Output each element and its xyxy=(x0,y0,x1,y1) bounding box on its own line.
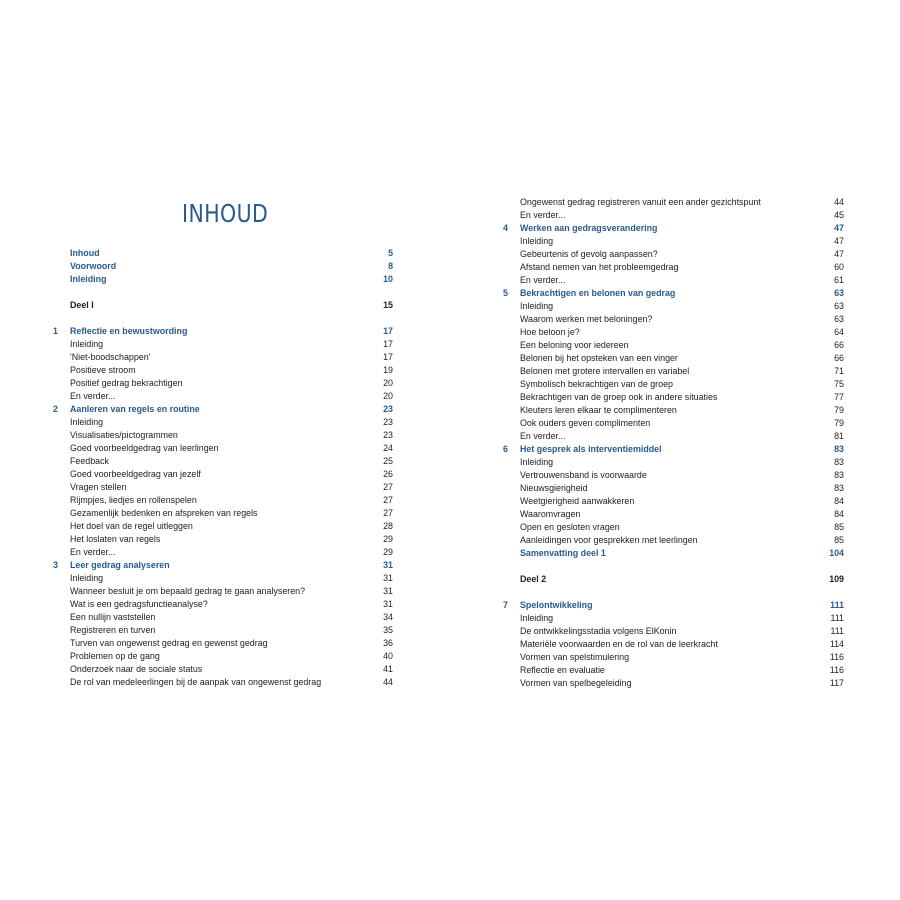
page-number: 66 xyxy=(834,340,844,350)
toc-entry[interactable] xyxy=(53,455,393,468)
page-number: 31 xyxy=(383,599,393,609)
toc-entry[interactable] xyxy=(503,534,844,547)
toc-entry[interactable] xyxy=(53,429,393,442)
toc-chapter-entry[interactable] xyxy=(53,325,393,338)
page-number: 5 xyxy=(388,248,393,258)
toc-entry[interactable] xyxy=(53,585,393,598)
chapter-number: 2 xyxy=(53,404,58,414)
toc-entry[interactable] xyxy=(53,533,393,546)
entry-title: Samenvatting deel 1 xyxy=(520,548,606,558)
spacer xyxy=(53,312,393,325)
page-number: 79 xyxy=(834,418,844,428)
page-number: 111 xyxy=(830,600,844,610)
page-number: 111 xyxy=(830,613,844,623)
entry-title: Inleiding xyxy=(520,613,554,623)
toc-entry[interactable] xyxy=(503,365,844,378)
toc-entry[interactable] xyxy=(503,339,844,352)
entry-title: Aanleren van regels en routine xyxy=(70,404,200,414)
toc-entry[interactable] xyxy=(503,625,844,638)
entry-title: Inleiding xyxy=(520,236,554,246)
spacer xyxy=(503,560,844,573)
entry-title: 'Niet-boodschappen' xyxy=(70,352,151,362)
toc-entry[interactable] xyxy=(53,676,393,689)
page-number: 26 xyxy=(383,469,393,479)
entry-title: Inleiding xyxy=(520,457,554,467)
toc-entry[interactable] xyxy=(503,235,844,248)
page-number: 23 xyxy=(383,404,393,414)
entry-title: Inleiding xyxy=(70,573,104,583)
entry-title: Voorwoord xyxy=(70,261,117,271)
page-number: 85 xyxy=(834,535,844,545)
toc-entry[interactable] xyxy=(53,416,393,429)
toc-entry[interactable] xyxy=(503,274,844,287)
entry-title: Positieve stroom xyxy=(70,365,136,375)
toc-part-entry[interactable] xyxy=(53,299,393,312)
page-number: 44 xyxy=(834,197,844,207)
page-number: 27 xyxy=(383,482,393,492)
entry-title: Positief gedrag bekrachtigen xyxy=(70,378,183,388)
page-number: 84 xyxy=(834,509,844,519)
page-number: 27 xyxy=(383,495,393,505)
entry-title: Waaromvragen xyxy=(520,509,581,519)
toc-list-right xyxy=(503,196,844,690)
page-number: 117 xyxy=(829,678,844,688)
toc-chapter-entry[interactable] xyxy=(503,287,844,300)
toc-entry[interactable] xyxy=(53,494,393,507)
entry-title: Nieuwsgierigheid xyxy=(520,483,588,493)
toc-entry[interactable] xyxy=(503,456,844,469)
entry-title: Kleuters leren elkaar te complimenteren xyxy=(520,405,677,415)
chapter-number: 1 xyxy=(53,326,58,336)
toc-entry[interactable] xyxy=(53,481,393,494)
entry-title: De rol van medeleerlingen bij de aanpak van ongewenst gedrag xyxy=(70,677,322,687)
entry-title: Aanleidingen voor gesprekken met leerlingen xyxy=(520,535,698,545)
toc-entry[interactable] xyxy=(503,521,844,534)
entry-title: Bekrachtigen en belonen van gedrag xyxy=(520,288,676,298)
page-number: 85 xyxy=(834,522,844,532)
entry-title: En verder... xyxy=(520,431,566,441)
page-number: 23 xyxy=(383,417,393,427)
chapter-number: 7 xyxy=(503,600,508,610)
chapter-number xyxy=(53,299,70,312)
toc-entry[interactable] xyxy=(53,598,393,611)
page-number: 60 xyxy=(834,262,844,272)
page-number: 31 xyxy=(383,573,393,583)
entry-title: Afstand nemen van het probleemgedrag xyxy=(520,262,679,272)
entry-title: Goed voorbeeldgedrag van leerlingen xyxy=(70,443,219,453)
page-number: 104 xyxy=(829,548,844,558)
entry-title: Materiële voorwaarden en de rol van de leerkracht xyxy=(520,639,718,649)
toc-entry[interactable] xyxy=(53,611,393,624)
page-number: 28 xyxy=(383,521,393,531)
chapter-number: 3 xyxy=(53,560,58,570)
entry-title: De ontwikkelingsstadia volgens ElKonin xyxy=(520,626,677,636)
entry-title: Spelontwikkeling xyxy=(520,600,593,610)
toc-entry[interactable] xyxy=(503,612,844,625)
entry-title: Inhoud xyxy=(70,248,100,258)
entry-title: Waarom werken met beloningen? xyxy=(520,314,653,324)
page-number: 81 xyxy=(834,431,844,441)
toc-entry[interactable] xyxy=(503,261,844,274)
toc-entry[interactable] xyxy=(503,196,844,209)
toc-entry[interactable] xyxy=(503,508,844,521)
page-number: 17 xyxy=(383,326,393,336)
entry-title: Vormen van spelbegeleiding xyxy=(520,678,632,688)
page-number: 40 xyxy=(383,651,393,661)
entry-title: Belonen bij het opsteken van een vinger xyxy=(520,353,678,363)
page-number: 20 xyxy=(383,391,393,401)
page-number: 47 xyxy=(834,249,844,259)
entry-title: Wanneer besluit je om bepaald gedrag te gaan analyseren? xyxy=(70,586,306,596)
page-number: 83 xyxy=(834,457,844,467)
entry-title: Feedback xyxy=(70,456,109,466)
toc-entry[interactable] xyxy=(503,300,844,313)
toc-part-entry[interactable] xyxy=(503,573,844,586)
entry-title: Problemen op de gang xyxy=(70,651,160,661)
toc-chapter-entry[interactable] xyxy=(53,247,393,260)
entry-title: Gebeurtenis of gevolg aanpassen? xyxy=(520,249,658,259)
entry-title: Een nullijn vaststellen xyxy=(70,612,156,622)
toc-entry[interactable] xyxy=(503,677,844,690)
toc-chapter-entry[interactable] xyxy=(53,273,393,286)
toc-entry[interactable] xyxy=(53,364,393,377)
entry-title: Inleiding xyxy=(70,417,104,427)
entry-title: Werken aan gedragsverandering xyxy=(520,223,658,233)
entry-title: Open en gesloten vragen xyxy=(520,522,620,532)
toc-entry[interactable] xyxy=(503,404,844,417)
page-number: 63 xyxy=(834,301,844,311)
toc-entry[interactable] xyxy=(53,637,393,650)
page-number: 35 xyxy=(383,625,393,635)
entry-title: Inleiding xyxy=(70,339,104,349)
entry-title: Weetgierigheid aanwakkeren xyxy=(520,496,635,506)
entry-title: Belonen met grotere intervallen en variabel xyxy=(520,366,690,376)
toc-entry[interactable] xyxy=(503,352,844,365)
toc-entry[interactable] xyxy=(53,663,393,676)
toc-entry[interactable] xyxy=(53,507,393,520)
page-number: 77 xyxy=(834,392,844,402)
toc-entry[interactable] xyxy=(503,313,844,326)
entry-title: Ongewenst gedrag registreren vanuit een ander gezichtspunt xyxy=(520,197,761,207)
toc-entry[interactable] xyxy=(53,520,393,533)
page-number: 41 xyxy=(383,664,393,674)
entry-title: Symbolisch bekrachtigen van de groep xyxy=(520,379,673,389)
entry-title: Wat is een gedragsfunctieanalyse? xyxy=(70,599,208,609)
entry-title: Hoe beloon je? xyxy=(520,327,580,337)
toc-chapter-entry[interactable] xyxy=(503,222,844,235)
entry-title: Goed voorbeeldgedrag van jezelf xyxy=(70,469,201,479)
page-number: 114 xyxy=(829,639,844,649)
toc-entry[interactable] xyxy=(503,638,844,651)
entry-title: Vormen van spelstimulering xyxy=(520,652,630,662)
entry-title: Ook ouders geven complimenten xyxy=(520,418,651,428)
toc-entry[interactable] xyxy=(503,482,844,495)
entry-title: Het loslaten van regels xyxy=(70,534,161,544)
entry-title: Vertrouwensband is voorwaarde xyxy=(520,470,647,480)
toc-entry[interactable] xyxy=(503,651,844,664)
page-number: 47 xyxy=(834,223,844,233)
entry-title: Registreren en turven xyxy=(70,625,156,635)
page-number: 24 xyxy=(383,443,393,453)
entry-title: Inleiding xyxy=(70,274,107,284)
chapter-number xyxy=(53,247,70,260)
entry-title: En verder... xyxy=(520,210,566,220)
page-number: 15 xyxy=(383,300,393,310)
page-number: 61 xyxy=(834,275,844,285)
page-title: INHOUD xyxy=(182,199,269,228)
chapter-number: 5 xyxy=(503,288,508,298)
toc-entry[interactable] xyxy=(53,468,393,481)
spacer xyxy=(53,286,393,299)
toc-entry[interactable] xyxy=(53,377,393,390)
entry-title: Inleiding xyxy=(520,301,554,311)
entry-title: Bekrachtigen van de groep ook in andere situaties xyxy=(520,392,718,402)
entry-title: Onderzoek naar de sociale status xyxy=(70,664,203,674)
page-number: 31 xyxy=(383,560,393,570)
page-number: 31 xyxy=(383,586,393,596)
toc-entry[interactable] xyxy=(53,390,393,403)
toc-entry[interactable] xyxy=(53,624,393,637)
page-number: 45 xyxy=(834,210,844,220)
entry-title: Het doel van de regel uitleggen xyxy=(70,521,193,531)
page-number: 17 xyxy=(383,339,393,349)
entry-title: Visualisaties/pictogrammen xyxy=(70,430,178,440)
page-number: 63 xyxy=(834,288,844,298)
page-number: 10 xyxy=(383,274,393,284)
entry-title: Leer gedrag analyseren xyxy=(70,560,170,570)
chapter-number xyxy=(53,273,70,286)
page-number: 63 xyxy=(834,314,844,324)
page-number: 116 xyxy=(829,665,844,675)
toc-list-left xyxy=(53,247,393,689)
toc-chapter-entry[interactable] xyxy=(503,599,844,612)
entry-title: Rijmpjes, liedjes en rollenspelen xyxy=(70,495,197,505)
toc-chapter-entry[interactable] xyxy=(503,443,844,456)
page-number: 47 xyxy=(834,236,844,246)
toc-entry[interactable] xyxy=(503,378,844,391)
page-number: 34 xyxy=(383,612,393,622)
toc-chapter-entry[interactable] xyxy=(503,547,844,560)
entry-title: Turven van ongewenst gedrag en gewenst gedrag xyxy=(70,638,268,648)
toc-chapter-entry[interactable] xyxy=(53,403,393,416)
toc-entry[interactable] xyxy=(53,442,393,455)
page-number: 17 xyxy=(383,352,393,362)
entry-title: En verder... xyxy=(70,547,116,557)
entry-title: Vragen stellen xyxy=(70,482,127,492)
toc-entry[interactable] xyxy=(53,572,393,585)
page-number: 27 xyxy=(383,508,393,518)
page-number: 44 xyxy=(383,677,393,687)
chapter-number xyxy=(53,260,70,273)
page-number: 109 xyxy=(829,574,844,584)
page-number: 36 xyxy=(383,638,393,648)
page-number: 84 xyxy=(834,496,844,506)
toc-entry[interactable] xyxy=(503,326,844,339)
entry-title: Gezamenlijk bedenken en afspreken van regels xyxy=(70,508,258,518)
entry-title: Deel 2 xyxy=(520,574,547,584)
chapter-number: 6 xyxy=(503,444,508,454)
page-number: 29 xyxy=(383,547,393,557)
toc-entry[interactable] xyxy=(53,546,393,559)
page-number: 66 xyxy=(834,353,844,363)
spacer xyxy=(503,586,844,599)
entry-title: En verder... xyxy=(520,275,566,285)
page-number: 71 xyxy=(834,366,844,376)
entry-title: Deel I xyxy=(70,300,94,310)
toc-entry[interactable] xyxy=(503,391,844,404)
entry-title: Het gesprek als interventiemiddel xyxy=(520,444,662,454)
toc-chapter-entry[interactable] xyxy=(53,559,393,572)
page-number: 64 xyxy=(834,327,844,337)
entry-title: Reflectie en evaluatie xyxy=(520,665,605,675)
page-number: 19 xyxy=(383,365,393,375)
entry-title: Reflectie en bewustwording xyxy=(70,326,188,336)
toc-entry[interactable] xyxy=(53,351,393,364)
chapter-number xyxy=(503,573,520,586)
toc-entry[interactable] xyxy=(503,495,844,508)
page-number: 75 xyxy=(834,379,844,389)
toc-entry[interactable] xyxy=(503,469,844,482)
page-number: 29 xyxy=(383,534,393,544)
page-number: 23 xyxy=(383,430,393,440)
chapter-number xyxy=(503,547,520,560)
chapter-number: 4 xyxy=(503,223,508,233)
entry-title: En verder... xyxy=(70,391,116,401)
page-number: 25 xyxy=(383,456,393,466)
page-number: 79 xyxy=(834,405,844,415)
toc-entry[interactable] xyxy=(503,430,844,443)
page-number: 116 xyxy=(829,652,844,662)
toc-entry[interactable] xyxy=(503,417,844,430)
toc-entry[interactable] xyxy=(53,338,393,351)
page-number: 83 xyxy=(834,444,844,454)
toc-entry[interactable] xyxy=(503,664,844,677)
toc-chapter-entry[interactable] xyxy=(53,260,393,273)
page-number: 20 xyxy=(383,378,393,388)
toc-entry[interactable] xyxy=(503,248,844,261)
page-number: 83 xyxy=(834,483,844,493)
toc-entry[interactable] xyxy=(503,209,844,222)
page-number: 83 xyxy=(834,470,844,480)
toc-entry[interactable] xyxy=(53,650,393,663)
page-number: 111 xyxy=(830,626,844,636)
entry-title: Een beloning voor iedereen xyxy=(520,340,629,350)
page-number: 8 xyxy=(388,261,393,271)
